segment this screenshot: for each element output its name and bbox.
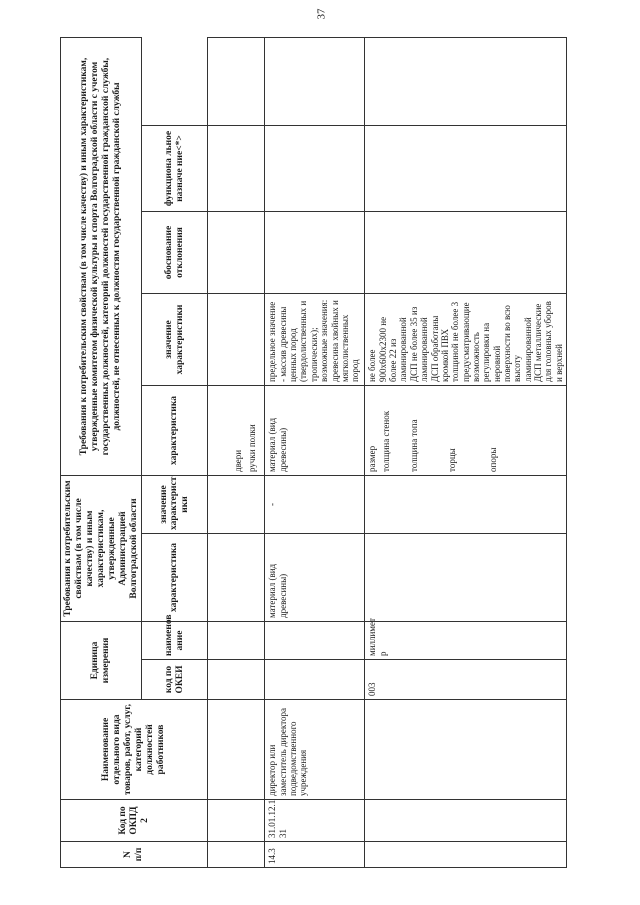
header-num: N п/п [61,842,208,868]
row-admin-char: материал (вид древесины) [265,534,365,622]
row-committee-chars [365,386,567,476]
item-doors: двери [233,449,244,472]
header-admin-char: характеристика [142,534,208,622]
row-admin-value: - [265,476,365,534]
header-unit-code: код по ОКЕИ [142,660,208,700]
table-row [265,38,365,868]
header-req-committee: Требования к потребительским свойствам (в том числе качеству) и иным характеристикам, утвержденные комитетом физической культуры и спорта Волгоградской области с учетом государственных должностей, категорий должностей государственной гражданской службы, должностей, не отнесенных к должностям государственной гражданской службы [61,38,142,476]
header-row-main [61,38,142,868]
header-okpd: Код по ОКПД 2 [61,800,208,842]
char-top-thickness: толщина топа [409,419,420,472]
row-num: 14.3 [265,842,365,868]
char-supports: опоры [487,447,498,472]
row1-committee-char [208,386,265,476]
header-unit-name: наименов ание [142,622,208,660]
header-committee-justification: обоснование отклонения [142,212,208,294]
row-unit-code: 003 [365,660,567,700]
header-req-admin: Требования к потребительским свойствам (в том числе качеству) и иным характеристикам, утвержденные Администрацией Волгоградской области [61,476,142,622]
row-committee-value: предельное значение - массив древесины ценных пород (твердолиственных и тропических); возможные значения: древесина хвойных и мягколиственных пород [265,294,365,386]
header-committee-purpose: функциона льное назначе ние<*> [142,126,208,212]
row-unit-name: миллимет р [365,622,567,660]
requirements-table [60,37,567,868]
table-row [365,38,567,868]
header-unit: Единица измерения [61,622,142,700]
char-size: размер [367,445,378,472]
char-ends: торцы [447,448,458,472]
header-committee-char: характеристика [142,386,208,476]
row-committee-char: материал (вид древесины) [265,386,365,476]
page-number: 37 [315,8,328,20]
char-wall-thickness: толщина стенок [380,410,391,472]
header-committee-value: значение характеристики [142,294,208,386]
header-name: Наименование отдельного вида товаров, работ, услуг, категорий должностей работников [61,700,208,800]
item-handles-shelves: ручки полки [246,424,257,472]
row-committee-value: не более 900x600x2300 не более 22 из ламинированной ДСП не более 35 из ламинированной ДСП обработаны кромкой ПВХ толщиной не более 3 предусматривающие возможность регулировки на неровной поверхности во всю высоту ламинированной ДСП металлические для головных уборов и верхней [365,294,567,386]
table-row [208,38,265,868]
row-okpd: 31.01.12.1 31 [265,800,365,842]
row-name: директор или заместитель директора подведомственного учреждения [265,700,365,800]
rotated-page [60,38,628,868]
header-admin-value: значение характерист ики [142,476,208,534]
